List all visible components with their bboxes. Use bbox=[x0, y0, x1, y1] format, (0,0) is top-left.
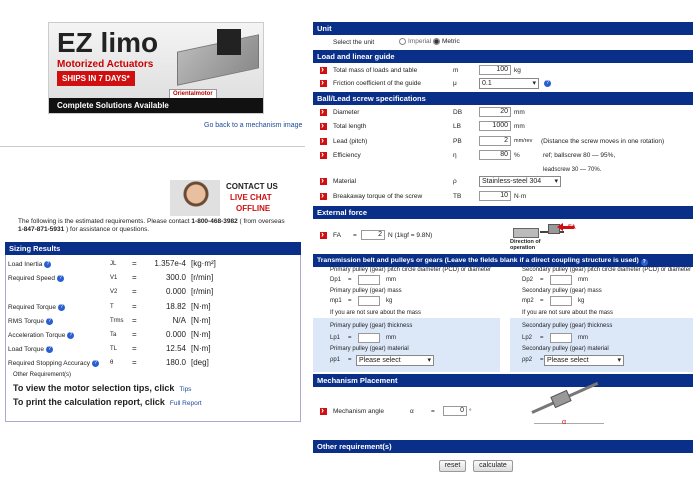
print-line: To print the calculation report, click Full Report bbox=[13, 397, 202, 407]
length-input[interactable]: 1000 bbox=[479, 121, 511, 131]
diameter-row: › Diameter DB 20 mm bbox=[313, 107, 693, 119]
go-back-link[interactable]: Go back to a mechanism image bbox=[204, 122, 303, 129]
angle-row: › Mechanism angle α = 0 ° bbox=[313, 406, 693, 418]
sizing-row bbox=[8, 259, 288, 271]
primary-pcd-input[interactable] bbox=[358, 275, 380, 285]
equals-sign: = bbox=[132, 302, 137, 311]
sizing-unit: [r/min] bbox=[191, 273, 214, 282]
breakaway-input[interactable]: 10 bbox=[479, 191, 511, 201]
contact-phone: 1-800-468-3982 bbox=[191, 218, 238, 225]
unit-header: Unit bbox=[313, 22, 693, 35]
arrow-icon bbox=[320, 80, 327, 87]
sizing-value: 1.357e-4 bbox=[154, 259, 186, 268]
sizing-row bbox=[8, 273, 288, 285]
sizing-unit: [kg·m²] bbox=[191, 259, 216, 268]
sizing-unit: [N·m] bbox=[191, 302, 211, 311]
sizing-label: Acceleration Torque ? bbox=[8, 332, 74, 339]
arrow-icon bbox=[320, 178, 327, 185]
equals-sign: = bbox=[132, 287, 137, 296]
help-icon[interactable]: ? bbox=[544, 80, 551, 87]
imperial-radio[interactable] bbox=[399, 38, 406, 45]
equals-sign: = bbox=[132, 330, 137, 339]
efficiency-input[interactable]: 80 bbox=[479, 150, 511, 160]
arrow-icon bbox=[320, 408, 327, 415]
lead-input[interactable]: 2 bbox=[479, 136, 511, 146]
mass-row: › Total mass of loads and table m 100 kg bbox=[313, 65, 693, 77]
left-divider bbox=[0, 146, 305, 147]
efficiency-note-2: leadscrew 30 — 70%. bbox=[543, 167, 602, 173]
sizing-unit: [N·m] bbox=[191, 344, 211, 353]
sizing-symbol: TL bbox=[110, 346, 118, 352]
help-icon[interactable]: ? bbox=[92, 360, 99, 367]
secondary-mass-input[interactable] bbox=[550, 296, 572, 306]
sizing-value: 18.82 bbox=[165, 302, 186, 311]
diameter-input[interactable]: 20 bbox=[479, 107, 511, 117]
sizing-symbol: θ bbox=[110, 360, 114, 366]
chat-status: OFFLINE bbox=[236, 204, 271, 213]
sizing-label: Load Inertia ? bbox=[8, 261, 51, 268]
sizing-symbol: Trms bbox=[110, 318, 124, 324]
ad-tagline: Complete Solutions Available bbox=[49, 98, 263, 113]
live-chat-widget[interactable] bbox=[170, 180, 288, 216]
driver-image bbox=[217, 29, 241, 55]
arrow-icon bbox=[320, 193, 327, 200]
reset-button[interactable]: reset bbox=[439, 460, 466, 472]
primary-material-select[interactable]: Please select ▾ bbox=[356, 355, 434, 366]
equals-sign: = bbox=[132, 259, 137, 268]
ez-limo-ad-banner[interactable] bbox=[48, 22, 264, 114]
sizing-value: 12.54 bbox=[165, 344, 186, 353]
sizing-unit: [N·m] bbox=[191, 330, 211, 339]
help-icon[interactable]: ? bbox=[44, 261, 51, 268]
help-icon[interactable]: ? bbox=[642, 259, 646, 265]
screw-header: Ball/Lead screw specifications bbox=[313, 92, 693, 105]
belt-header: Transmission belt and pulleys or gears (Leave the fields blank if a direct coupling structure is used) ? bbox=[313, 254, 693, 267]
sizing-label: Required Speed ? bbox=[8, 275, 64, 282]
sizing-value: 0.000 bbox=[165, 330, 186, 339]
chat-contact-label: CONTACT US bbox=[226, 182, 278, 191]
arrow-icon bbox=[320, 109, 327, 116]
mass-input[interactable]: 100 bbox=[479, 65, 511, 75]
direction-label: Direction of operation bbox=[510, 239, 541, 251]
sizing-results-header: Sizing Results bbox=[5, 242, 301, 255]
tips-line: To view the motor selection tips, click Tips bbox=[13, 383, 192, 393]
ad-brand: EZ limo bbox=[57, 27, 159, 58]
secondary-material-select[interactable]: Please select ▾ bbox=[544, 355, 624, 366]
length-row: › Total length LB 1000 mm bbox=[313, 121, 693, 133]
efficiency-row: › Efficiency η 80 % ref; ballscrew 80 — 95%, bbox=[313, 150, 693, 162]
sizing-label: Load Torque ? bbox=[8, 346, 53, 353]
sizing-label: RMS Torque ? bbox=[8, 318, 53, 325]
sizing-unit: [deg] bbox=[191, 358, 209, 367]
sizing-row bbox=[8, 316, 288, 328]
sizing-symbol: V2 bbox=[110, 289, 118, 295]
help-icon[interactable]: ? bbox=[57, 275, 64, 282]
friction-row: › Friction coefficient of the guide μ 0.1 ▾ ? bbox=[313, 78, 693, 90]
other-requirements-label: Other Requirement(s) bbox=[13, 372, 72, 378]
sizing-symbol: JL bbox=[110, 261, 117, 267]
secondary-thickness-input[interactable] bbox=[550, 333, 572, 343]
friction-select[interactable]: 0.1 ▾ bbox=[479, 78, 539, 89]
lead-row: › Lead (pitch) PB 2 mm/rev (Distance the screw moves in one rotation) bbox=[313, 136, 693, 148]
sizing-symbol: V1 bbox=[110, 275, 118, 281]
ad-maker-logo: Orientalmotor bbox=[169, 89, 217, 99]
breakaway-row: › Breakaway torque of the screw TB 10 N·m bbox=[313, 191, 693, 203]
help-icon[interactable]: ? bbox=[46, 318, 53, 325]
sizing-row bbox=[8, 302, 288, 314]
help-icon[interactable]: ? bbox=[67, 332, 74, 339]
sizing-unit: [r/min] bbox=[191, 287, 214, 296]
primary-mass-input[interactable] bbox=[358, 296, 380, 306]
sizing-value: N/A bbox=[172, 316, 186, 325]
force-input[interactable]: 2 bbox=[361, 230, 385, 240]
unit-label: Select the unit bbox=[333, 39, 375, 46]
force-row: › FA = 2 N (1kgf = 9.8N) bbox=[313, 230, 693, 242]
secondary-pcd-input[interactable] bbox=[550, 275, 572, 285]
overseas-phone: 1-847-871-5931 bbox=[18, 226, 65, 233]
arrow-icon bbox=[320, 123, 327, 130]
sizing-label: Required Stopping Accuracy ? bbox=[8, 360, 99, 367]
load-header: Load and linear guide bbox=[313, 50, 693, 63]
other-requirements-header: Other requirement(s) bbox=[313, 440, 693, 453]
tips-link[interactable]: Tips bbox=[179, 386, 192, 393]
ad-subtitle: Motorized Actuators bbox=[57, 59, 154, 70]
sizing-row bbox=[8, 330, 288, 342]
material-select[interactable]: Stainless-steel 304 ▾ bbox=[479, 176, 561, 187]
equals-sign: = bbox=[132, 344, 137, 353]
help-icon[interactable]: ? bbox=[46, 346, 53, 353]
arrow-icon bbox=[320, 152, 327, 159]
arrow-icon bbox=[320, 232, 327, 239]
sizing-value: 300.0 bbox=[165, 273, 186, 282]
unit-metric-option[interactable]: Metric bbox=[433, 38, 460, 45]
sizing-value: 0.000 bbox=[165, 287, 186, 296]
metric-radio[interactable] bbox=[433, 38, 440, 45]
unit-imperial-option[interactable]: Imperial bbox=[399, 38, 431, 45]
calculate-button[interactable]: calculate bbox=[473, 460, 513, 472]
sizing-row bbox=[8, 358, 288, 370]
sizing-symbol: Ta bbox=[110, 332, 117, 338]
sizing-row bbox=[8, 287, 288, 299]
equals-sign: = bbox=[132, 273, 137, 282]
sizing-row bbox=[8, 344, 288, 356]
help-icon[interactable]: ? bbox=[58, 304, 65, 311]
sizing-symbol: T bbox=[110, 304, 114, 310]
chat-agent-avatar bbox=[170, 180, 220, 216]
arrow-icon bbox=[320, 138, 327, 145]
placement-header: Mechanism Placement bbox=[313, 374, 693, 387]
placement-diagram: α bbox=[528, 385, 606, 433]
ad-ships-badge: SHIPS IN 7 DAYS* bbox=[57, 71, 135, 86]
equals-sign: = bbox=[132, 316, 137, 325]
angle-input[interactable]: 0 bbox=[443, 406, 467, 416]
primary-thickness-input[interactable] bbox=[358, 333, 380, 343]
equals-sign: = bbox=[132, 358, 137, 367]
external-force-header: External force bbox=[313, 206, 693, 219]
force-diagram: FA Direction of operation bbox=[510, 225, 576, 251]
full-report-link[interactable]: Full Report bbox=[169, 400, 202, 407]
estimate-note: The following is the estimated requirements. Please contact 1-800-468-3982 ( from overseas 1-847-871-5931 ) for assistance or questions. bbox=[18, 218, 285, 233]
unit-row bbox=[313, 37, 693, 49]
chat-live-label: LIVE CHAT bbox=[230, 193, 272, 202]
sizing-label: Required Torque ? bbox=[8, 304, 65, 311]
sizing-value: 180.0 bbox=[165, 358, 186, 367]
sizing-unit: [N·m] bbox=[191, 316, 211, 325]
arrow-icon bbox=[320, 67, 327, 74]
material-row: › Material ρ Stainless-steel 304 ▾ bbox=[313, 176, 693, 188]
